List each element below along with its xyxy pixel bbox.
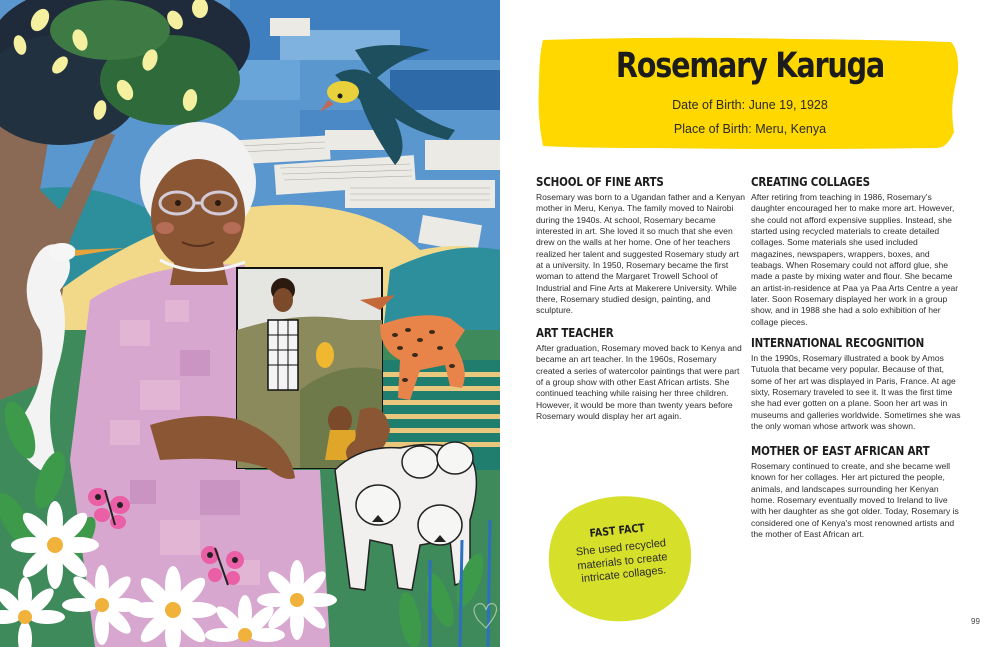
sheep bbox=[335, 442, 476, 590]
section-body: After graduation, Rosemary moved back to Kenya and became an art teacher. In the 1960s, Rosemary created a series of watercolor paintings that were part of a group show with other East African artists. She continued teaching while raising her three children. However, it would be more than twenty years before Rosemary would display her art again. bbox=[536, 343, 742, 422]
section-art-teacher bbox=[536, 326, 746, 422]
section-heading: SCHOOL OF FINE ARTS bbox=[536, 175, 664, 189]
fast-fact-callout bbox=[545, 490, 695, 626]
fast-fact-body: She used recycled materials to create intricate collages. bbox=[575, 537, 668, 586]
section-body: Rosemary continued to create, and she became well known for her collages. Her art pictured the people, animals, and landscapes surrounding her Kenyan home. Rosemary eventually moved to Ireland to live with her daughter as she got older. Today, Rosemary is considered one of Kenya's most renowned artists and the mother of East African art. bbox=[751, 461, 959, 540]
page-number: 99 bbox=[971, 617, 980, 626]
section-heading: CREATING COLLAGES bbox=[751, 175, 870, 189]
section-body: In the 1990s, Rosemary illustrated a book by Amos Tutuola that became very popular. Because of that, some of her art was displayed in Paris, France. At age sixty, Rosemary traveled to see it. It was the first time she had ever gotten on a plane. Soon her art was in museums and galleries worldwide. Sometimes she was the only woman whose artwork was shown. bbox=[751, 353, 961, 432]
title-banner bbox=[537, 36, 963, 154]
face bbox=[151, 159, 245, 271]
fast-fact-title: FAST FACT bbox=[588, 521, 646, 541]
biography-page bbox=[500, 0, 1000, 647]
section-heading: MOTHER OF EAST AFRICAN ART bbox=[751, 444, 930, 458]
section-heading: ART TEACHER bbox=[536, 326, 614, 340]
section-body: After retiring from teaching in 1986, Rosemary's daughter encouraged her to make more art. However, she could not afford expensive supplies. Instead, she started using recycled materials to create detailed collages. Some materials she used included magazines, newspapers, wrappers, boxes, and teabags. When Rosemary could not afford glue, she made a paste by mixing water and flour. She became an artist-in-residence at Paa ya Paa Arts Centre a year later. Soon Rosemary displayed her work in a group show, and in 1988 she had a solo exhibition of her collage pieces. bbox=[751, 192, 959, 327]
section-heading: INTERNATIONAL RECOGNITION bbox=[751, 336, 925, 350]
date-of-birth: Date of Birth: June 19, 1928 bbox=[672, 98, 828, 112]
section-international-recognition bbox=[751, 336, 961, 432]
section-mother-of-east-african-art bbox=[751, 444, 961, 540]
place-of-birth: Place of Birth: Meru, Kenya bbox=[673, 122, 827, 136]
person-name: Rosemary Karuga bbox=[615, 46, 885, 86]
section-body: Rosemary was born to a Ugandan father and a Kenyan mother in Meru, Kenya. The family moved to Nairobi during the 1940s. At school, Rosemary became interested in art. She loved it so much that she even drew on the walls at her home. One of her teachers realized her talent and suggested Rosemary study art at a university. In 1950, Rosemary became the first woman to attend the Margaret Trowell School of Industrial and Fine Arts at Makerere University. While there, Rosemary studied design, painting, and sculpture. bbox=[536, 192, 746, 316]
section-creating-collages bbox=[751, 175, 961, 328]
section-school-of-fine-arts bbox=[536, 175, 746, 317]
